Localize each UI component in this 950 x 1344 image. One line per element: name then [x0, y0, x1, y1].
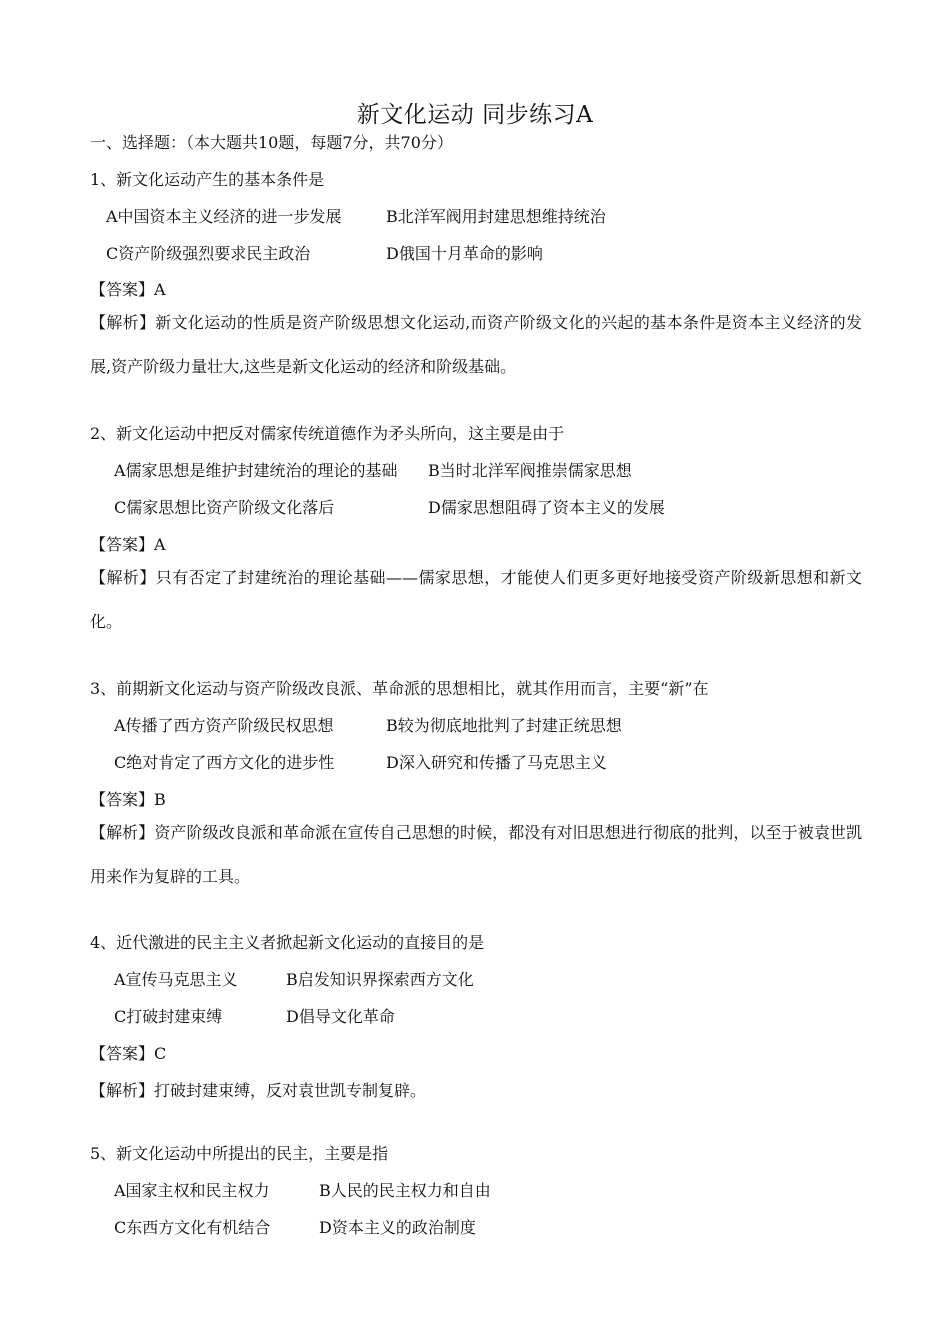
question-1-option-b: B北洋军阀用封建思想维持统治 — [386, 207, 606, 226]
question-5-option-b: B人民的民主权力和自由 — [319, 1181, 491, 1200]
question-2-option-a: A儒家思想是维护封建统治的理论的基础 — [114, 461, 398, 480]
question-1-answer: 【答案】A — [90, 280, 166, 299]
question-2-option-b: B当时北洋军阀推崇儒家思想 — [428, 461, 632, 480]
question-1-option-a: A中国资本主义经济的进一步发展 — [106, 207, 342, 226]
question-3-stem: 3、前期新文化运动与资产阶级改良派、革命派的思想相比，就其作用而言，主要“新”在 — [90, 679, 709, 698]
section-heading: 一、选择题：（本大题共10题，每题7分，共70分） — [90, 133, 453, 152]
question-1-option-c: C资产阶级强烈要求民主政治 — [106, 244, 311, 263]
question-1-stem: 1、新文化运动产生的基本条件是 — [90, 170, 325, 189]
question-4-option-a: A宣传马克思主义 — [114, 970, 238, 989]
question-5-stem: 5、新文化运动中所提出的民主，主要是指 — [90, 1144, 389, 1163]
question-3-answer: 【答案】B — [90, 790, 166, 809]
question-5-option-c: C东西方文化有机结合 — [114, 1218, 271, 1237]
question-1-option-d: D俄国十月革命的影响 — [386, 244, 543, 263]
question-5-option-a: A国家主权和民主权力 — [114, 1181, 270, 1200]
question-3-option-c: C绝对肯定了西方文化的进步性 — [114, 753, 335, 772]
question-4-option-b: B启发知识界探索西方文化 — [286, 970, 474, 989]
question-4-stem: 4、近代激进的民主主义者掀起新文化运动的直接目的是 — [90, 933, 485, 952]
question-4-option-d: D倡导文化革命 — [286, 1007, 395, 1026]
question-4-option-c: C打破封建束缚 — [114, 1007, 223, 1026]
question-3-option-d: D深入研究和传播了马克思主义 — [386, 753, 607, 772]
question-1-analysis: 【解析】新文化运动的性质是资产阶级思想文化运动,而资产阶级文化的兴起的基本条件是资本主义经济的发展,资产阶级力量壮大,这些是新文化运动的经济和阶级基础。 — [90, 313, 862, 376]
question-3-analysis: 【解析】资产阶级改良派和革命派在宣传自己思想的时候，都没有对旧思想进行彻底的批判，以至于被袁世凯用来作为复辟的工具。 — [90, 823, 862, 886]
question-2-option-c: C儒家思想比资产阶级文化落后 — [114, 498, 335, 517]
question-3-option-a: A传播了西方资产阶级民权思想 — [114, 716, 334, 735]
question-4-answer: 【答案】C — [90, 1044, 167, 1063]
question-2-stem: 2、新文化运动中把反对儒家传统道德作为矛头所向，这主要是由于 — [90, 424, 565, 443]
question-2-option-d: D儒家思想阻碍了资本主义的发展 — [428, 498, 665, 517]
question-3-option-b: B较为彻底地批判了封建正统思想 — [386, 716, 622, 735]
question-2-analysis: 【解析】只有否定了封建统治的理论基础——儒家思想，才能使人们更多更好地接受资产阶级新思想和新文化。 — [90, 568, 862, 631]
question-2-answer: 【答案】A — [90, 535, 166, 554]
question-4-analysis: 【解析】打破封建束缚，反对袁世凯专制复辟。 — [90, 1081, 427, 1100]
page-title: 新文化运动 同步练习A — [356, 102, 594, 128]
question-5-option-d: D资本主义的政治制度 — [319, 1218, 476, 1237]
